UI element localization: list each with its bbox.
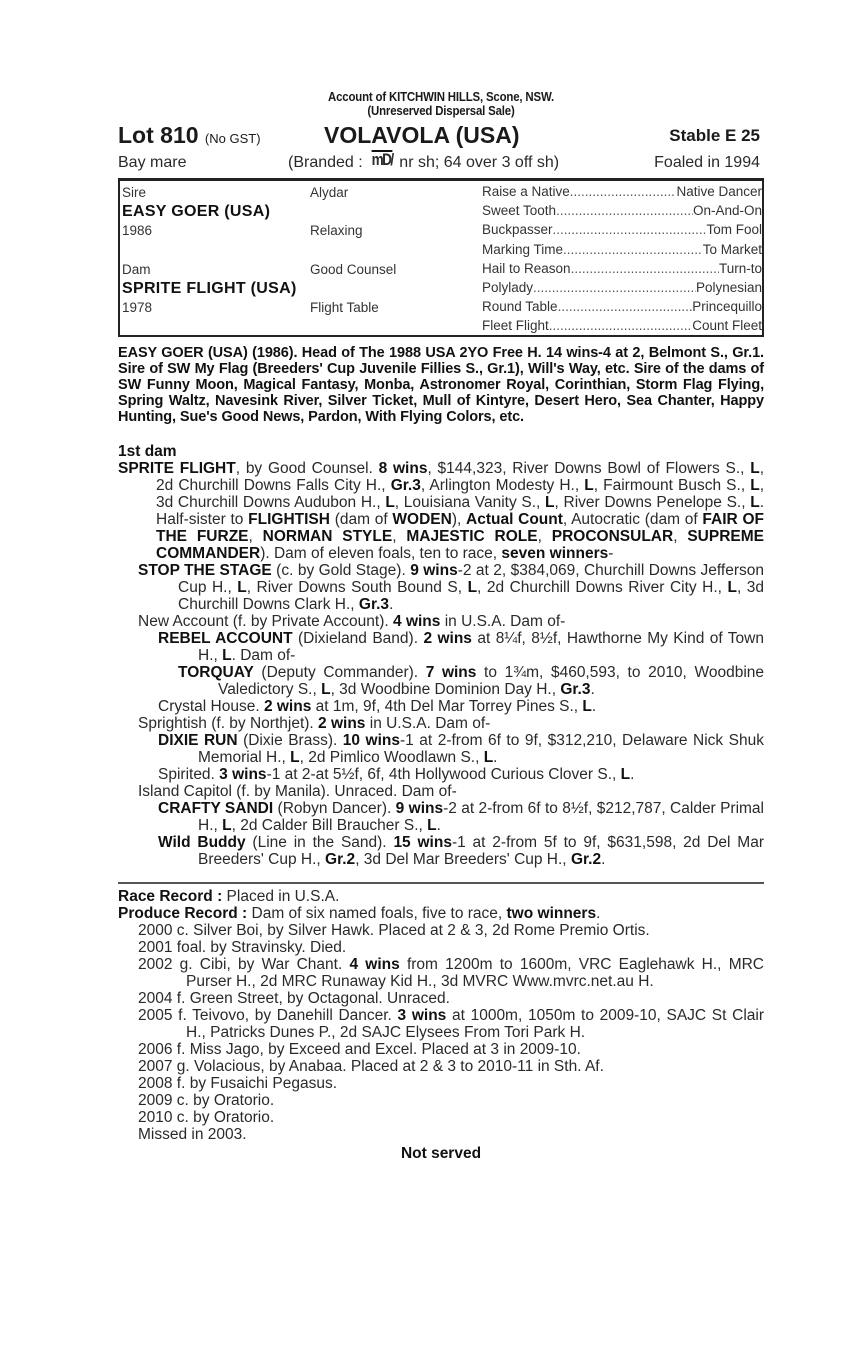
text: , [537,528,552,545]
family-entry [118,613,764,630]
text: 2001 foal. by Stravinsky. Died. [138,939,347,956]
text: -1 at 2-from 5f to 9f, $631,598, 2d Del Mar Breeders' Cup H., [198,834,765,868]
lot-label: Lot 810 [118,122,199,148]
text: Missed in 2003. [138,1126,247,1143]
text: (Line in the Sand). [245,834,394,851]
produce-item [118,1092,764,1109]
pedigree-ancestor-row [482,220,762,239]
leader-dots [549,316,692,335]
text: , 3d Del Mar Breeders' Cup H., [355,851,571,868]
emphasis-text: L [483,749,494,766]
text: 2007 g. Volacious, by Anabaa. Placed at 2 & 3 to 2010-11 in Sth. Af. [138,1058,604,1075]
family-entry [118,715,764,732]
text: -2 at 2-from 6f to 8½f, $212,787, Calder Primal H., [198,800,764,834]
emphasis-text: MAJESTIC ROLE [406,528,538,545]
emphasis-text: L [222,817,232,834]
brand-prefix: (Branded : [288,154,363,171]
covering-status: Not served [400,1145,482,1162]
first-dam-heading: 1st dam [118,443,177,460]
dam-sire: Good Counsel [310,262,397,277]
ancestor-sire: Polynesian [695,280,762,295]
emphasis-text: Wild Buddy [158,834,246,851]
race-record [118,888,764,905]
emphasis-text: Actual Count [466,511,563,528]
text: . Half-sister to [156,494,764,528]
text: , [248,528,263,545]
brand-mark-icon: mD/ [371,150,393,169]
text: (Deputy Commander). [253,664,426,681]
emphasis-text: 4 wins [349,956,400,973]
emphasis-text: NORMAN STYLE [262,528,393,545]
text: 2002 g. Cibi, by War Chant. [138,956,350,973]
leader-dots [563,240,703,259]
text: to 1¾m, $460,593, to 2010, Woodbine Valedictory S., [218,664,764,698]
pedigree-table [118,178,764,337]
dam-name: SPRITE FLIGHT (USA) [122,280,297,297]
emphasis-text: FAIR OF THE FURZE [156,511,764,545]
pedigree-ancestor-row [482,201,762,220]
ancestor: Marking Time [482,241,564,257]
emphasis-text: L [385,494,395,511]
brand-description [288,150,559,176]
leader-dots [556,201,693,220]
text: from 1200m to 1600m, VRC Eaglehawk H., MRC Purser H., 2d MRC Runaway Kid H., 3d MVRC Www.mvrc.net.au H. [186,956,764,990]
text: 2000 c. Silver Boi, by Silver Hawk. Placed at 2 & 3, 2d Rome Premio Ortis. [138,922,650,939]
family-entry [118,783,764,800]
text: , $144,323, River Downs Bowl of Flowers S., [427,460,751,477]
text: 2010 c. by Oratorio. [138,1109,275,1126]
text: , River Downs South Bound S, [246,579,468,596]
ancestor: Fleet Flight [482,318,549,334]
emphasis-text: Gr.3 [560,681,591,698]
ancestor: Round Table [482,299,558,315]
sire-summary: EASY GOER (USA) (1986). Head of The 1988 USA 2YO Free H. 14 wins-4 at 2, Belmont S., Gr.1. Sire of SW My Flag (Breeders' Cup Juvenile Fillies S., Gr.1), Will's Way, etc. Sire of the dams of SW Funny Moon, Magical Fantasy, Monba, Astronomer Royal, Corinthian, Storm Flag Flying, Spring Waltz, Navesink River, Silver Ticket, Mull of Kintyre, Desert Hero, Sea Chanter, Happy Hunting, Sue's Good News, Pardon, With Flying Colors, etc. [118,345,764,425]
produce-summary-end: . [596,905,601,922]
text: 2005 f. Teivovo, by Danehill Dancer. [138,1007,398,1024]
family-entry [118,460,764,562]
text: , 3d Woodbine Dominion Day H., [330,681,561,698]
text: Spirited. [158,766,220,783]
pedigree-ancestor-row [482,297,762,316]
text: New Account (f. by Private Account). [138,613,394,630]
ancestor-sire: Tom Fool [706,222,762,238]
text: , 3d Churchill Downs Audubon H., [156,477,764,511]
account-line-1: Account of KITCHWIN HILLS, Scone, NSW. [328,89,554,104]
sire-label: Sire [122,185,147,200]
pedigree-ancestor-row [482,278,762,297]
lot-row [118,120,764,150]
emphasis-text: 3 wins [219,766,267,783]
emphasis-text: 3 wins [397,1007,447,1024]
ancestor: Polylady [482,280,534,295]
emphasis-text: TORQUAY [178,664,254,681]
leader-dots [533,278,696,297]
family-entry [118,664,764,698]
emphasis-text: L [584,477,594,494]
text: , 3d Churchill Downs Clark H., [178,579,764,613]
emphasis-text: L [467,579,478,596]
text: at 1000m, 1050m to 2009-10, SAJC St Clair H., Patricks Dunes P., 2d SAJC Elysees From Tori Park H. [186,1007,764,1041]
text: . [436,817,441,834]
emphasis-text: 15 wins [393,834,452,851]
sire-sire: Alydar [310,185,349,200]
text: in U.S.A. Dam of- [440,613,566,630]
emphasis-text: L [620,766,631,783]
emphasis-text: SPRITE FLIGHT [118,460,236,477]
emphasis-text: L [545,494,555,511]
family-entry [118,562,764,613]
emphasis-text: WODEN [392,511,452,528]
emphasis-text: L [582,698,592,715]
ancestor-sire: Princequillo [692,299,762,315]
emphasis-text: 2 wins [263,698,312,715]
produce-item [118,1109,764,1126]
account-line-2: (Unreserved Dispersal Sale) [367,103,515,118]
text: . [389,596,394,613]
text: , Louisiana Vanity S., [394,494,546,511]
text: - [608,545,614,562]
ancestor: Buckpasser [482,222,553,238]
foaled-year: Foaled in 1994 [654,154,760,171]
emphasis-text: STOP THE STAGE [138,562,272,579]
text: at 1m, 9f, 4th Del Mar Torrey Pines S., [311,698,583,715]
family-entry [118,698,764,715]
gst-note: (No GST) [204,131,261,146]
emphasis-text: L [222,647,232,664]
text: -1 at 2-at 5½f, 6f, 4th Hollywood Curious Clover S., [266,766,621,783]
dam-dam: Flight Table [310,300,379,315]
produce-summary: Dam of six named foals, five to race, [251,905,503,922]
text: , River Downs Penelope S., [554,494,751,511]
leader-dots [571,259,719,278]
emphasis-text: Gr.3 [390,477,421,494]
emphasis-text: 9 wins [410,562,458,579]
leader-dots [553,220,707,239]
emphasis-text: FLIGHTISH [248,511,330,528]
text: , Autocratic (dam of [562,511,703,528]
ancestor-sire: Count Fleet [692,318,762,334]
emphasis-text: Gr.2 [325,851,356,868]
first-dam-section [118,443,764,868]
emphasis-text: 4 wins [393,613,441,630]
produce-record [118,905,764,922]
text: 2009 c. by Oratorio. [138,1092,275,1109]
text: (dam of [329,511,393,528]
family-entry [118,732,764,766]
info-row [118,150,764,176]
text: , Arlington Modesty H., [420,477,585,494]
sex-color: Bay mare [118,154,187,171]
emphasis-text: CRAFTY SANDI [158,800,274,817]
text: . [493,749,498,766]
ancestor-sire: On-And-On [692,203,762,219]
produce-item [118,1007,764,1041]
text: 2006 f. Miss Jago, by Exceed and Excel. Placed at 3 in 2009-10. [138,1041,581,1058]
emphasis-text: 2 wins [318,715,366,732]
text: , [392,528,407,545]
emphasis-text: L [321,681,331,698]
ancestor: Raise a Native [482,184,570,199]
emphasis-text: L [750,477,760,494]
catalogue-page [118,90,764,1162]
pedigree-ancestor-row [482,316,762,335]
text: Crystal House. [158,698,264,715]
emphasis-text: L [237,579,247,596]
text: (Dixie Brass). [237,732,343,749]
emphasis-text: 2 wins [423,630,472,647]
produce-winners: two winners [506,905,597,922]
emphasis-text: 10 wins [342,732,400,749]
text: , 2d Pimlico Woodlawn S., [299,749,484,766]
text: 2004 f. Green Street, by Octagonal. Unraced. [138,990,450,1007]
produce-list [118,922,764,1143]
produce-item [118,1058,764,1075]
produce-item [118,1041,764,1058]
emphasis-text: PROCONSULAR [551,528,674,545]
produce-item [118,956,764,990]
emphasis-text: L [750,460,760,477]
leader-dots [558,297,693,316]
text: . [590,681,595,698]
dam-label: Dam [122,262,151,277]
pedigree-ancestor-row [482,240,762,259]
emphasis-text: Gr.3 [358,596,390,613]
emphasis-text: seven winners [501,545,609,562]
text: ), [451,511,467,528]
ancestor-sire: Native Dancer [676,184,762,199]
emphasis-text: L [290,749,300,766]
text: Sprightish (f. by Northjet). [138,715,319,732]
text: . [591,698,597,715]
text: Island Capitol (f. by Manila). Unraced. Dam of- [138,783,457,800]
ancestor-sire: To Market [702,241,762,257]
text: -1 at 2-from 6f to 9f, $312,210, Delaware Nick Shuk Memorial H., [198,732,765,766]
text: , by Good Counsel. [235,460,379,477]
text: , 2d Calder Bill Braucher S., [231,817,428,834]
section-divider [118,882,764,884]
text: . Dam of- [231,647,296,664]
text: 2008 f. by Fusaichi Pegasus. [138,1075,338,1092]
first-dam-entries [118,460,764,868]
family-entry [118,834,764,868]
text: , 2d Churchill Downs River City H., [477,579,728,596]
text: at 8¼f, 8½f, Hawthorne My Kind of Town H., [198,630,764,664]
text: . [630,766,635,783]
race-record-value: Placed in U.S.A. [226,888,340,905]
race-record-label: Race Record : [118,888,223,905]
ancestor: Hail to Reason [482,260,571,276]
family-entry [118,630,764,664]
text: (Robyn Dancer). [273,800,396,817]
emphasis-text: L [727,579,737,596]
emphasis-text: L [427,817,437,834]
sire-dam: Relaxing [310,223,363,238]
produce-record-label: Produce Record : [118,905,248,922]
emphasis-text: Gr.2 [570,851,602,868]
records-section [118,888,764,1162]
emphasis-text: 9 wins [395,800,444,817]
family-entry [118,766,764,783]
leader-dots [570,182,677,201]
dam-year: 1978 [122,300,153,315]
text: . [601,851,606,868]
ancestor: Sweet Tooth [482,203,557,219]
text: , Fairmount Busch S., [593,477,751,494]
produce-item [118,990,764,1007]
produce-item [118,1126,764,1143]
text: (c. by Gold Stage). [271,562,411,579]
sire-name: EASY GOER (USA) [122,203,271,220]
text: ). Dam of eleven foals, ten to race, [260,545,502,562]
emphasis-text: 7 wins [425,664,477,681]
produce-item [118,1075,764,1092]
pedigree-ancestor-row [482,182,762,201]
stable-location: Stable E 25 [669,126,760,145]
emphasis-text: 8 wins [378,460,428,477]
brand-suffix: nr sh; 64 over 3 off sh) [399,154,560,171]
family-entry [118,800,764,834]
produce-item [118,939,764,956]
emphasis-text: L [750,494,760,511]
sire-year: 1986 [122,223,153,238]
emphasis-text: SUPREME COMMANDER [156,528,764,562]
ancestor-sire: Turn-to [718,260,762,276]
text: , [673,528,688,545]
emphasis-text: DIXIE RUN [158,732,238,749]
lot-number [118,120,261,154]
text: (Dixieland Band). [292,630,424,647]
vendor-account [157,90,725,118]
text: , 2d Churchill Downs Falls City H., [156,460,765,494]
pedigree-ancestor-row [482,259,762,278]
produce-item [118,922,764,939]
text: -2 at 2, $384,069, Churchill Downs Jefferson Cup H., [178,562,764,596]
text: in U.S.A. Dam of- [365,715,491,732]
emphasis-text: REBEL ACCOUNT [158,630,293,647]
horse-name: VOLAVOLA (USA) [324,122,520,148]
